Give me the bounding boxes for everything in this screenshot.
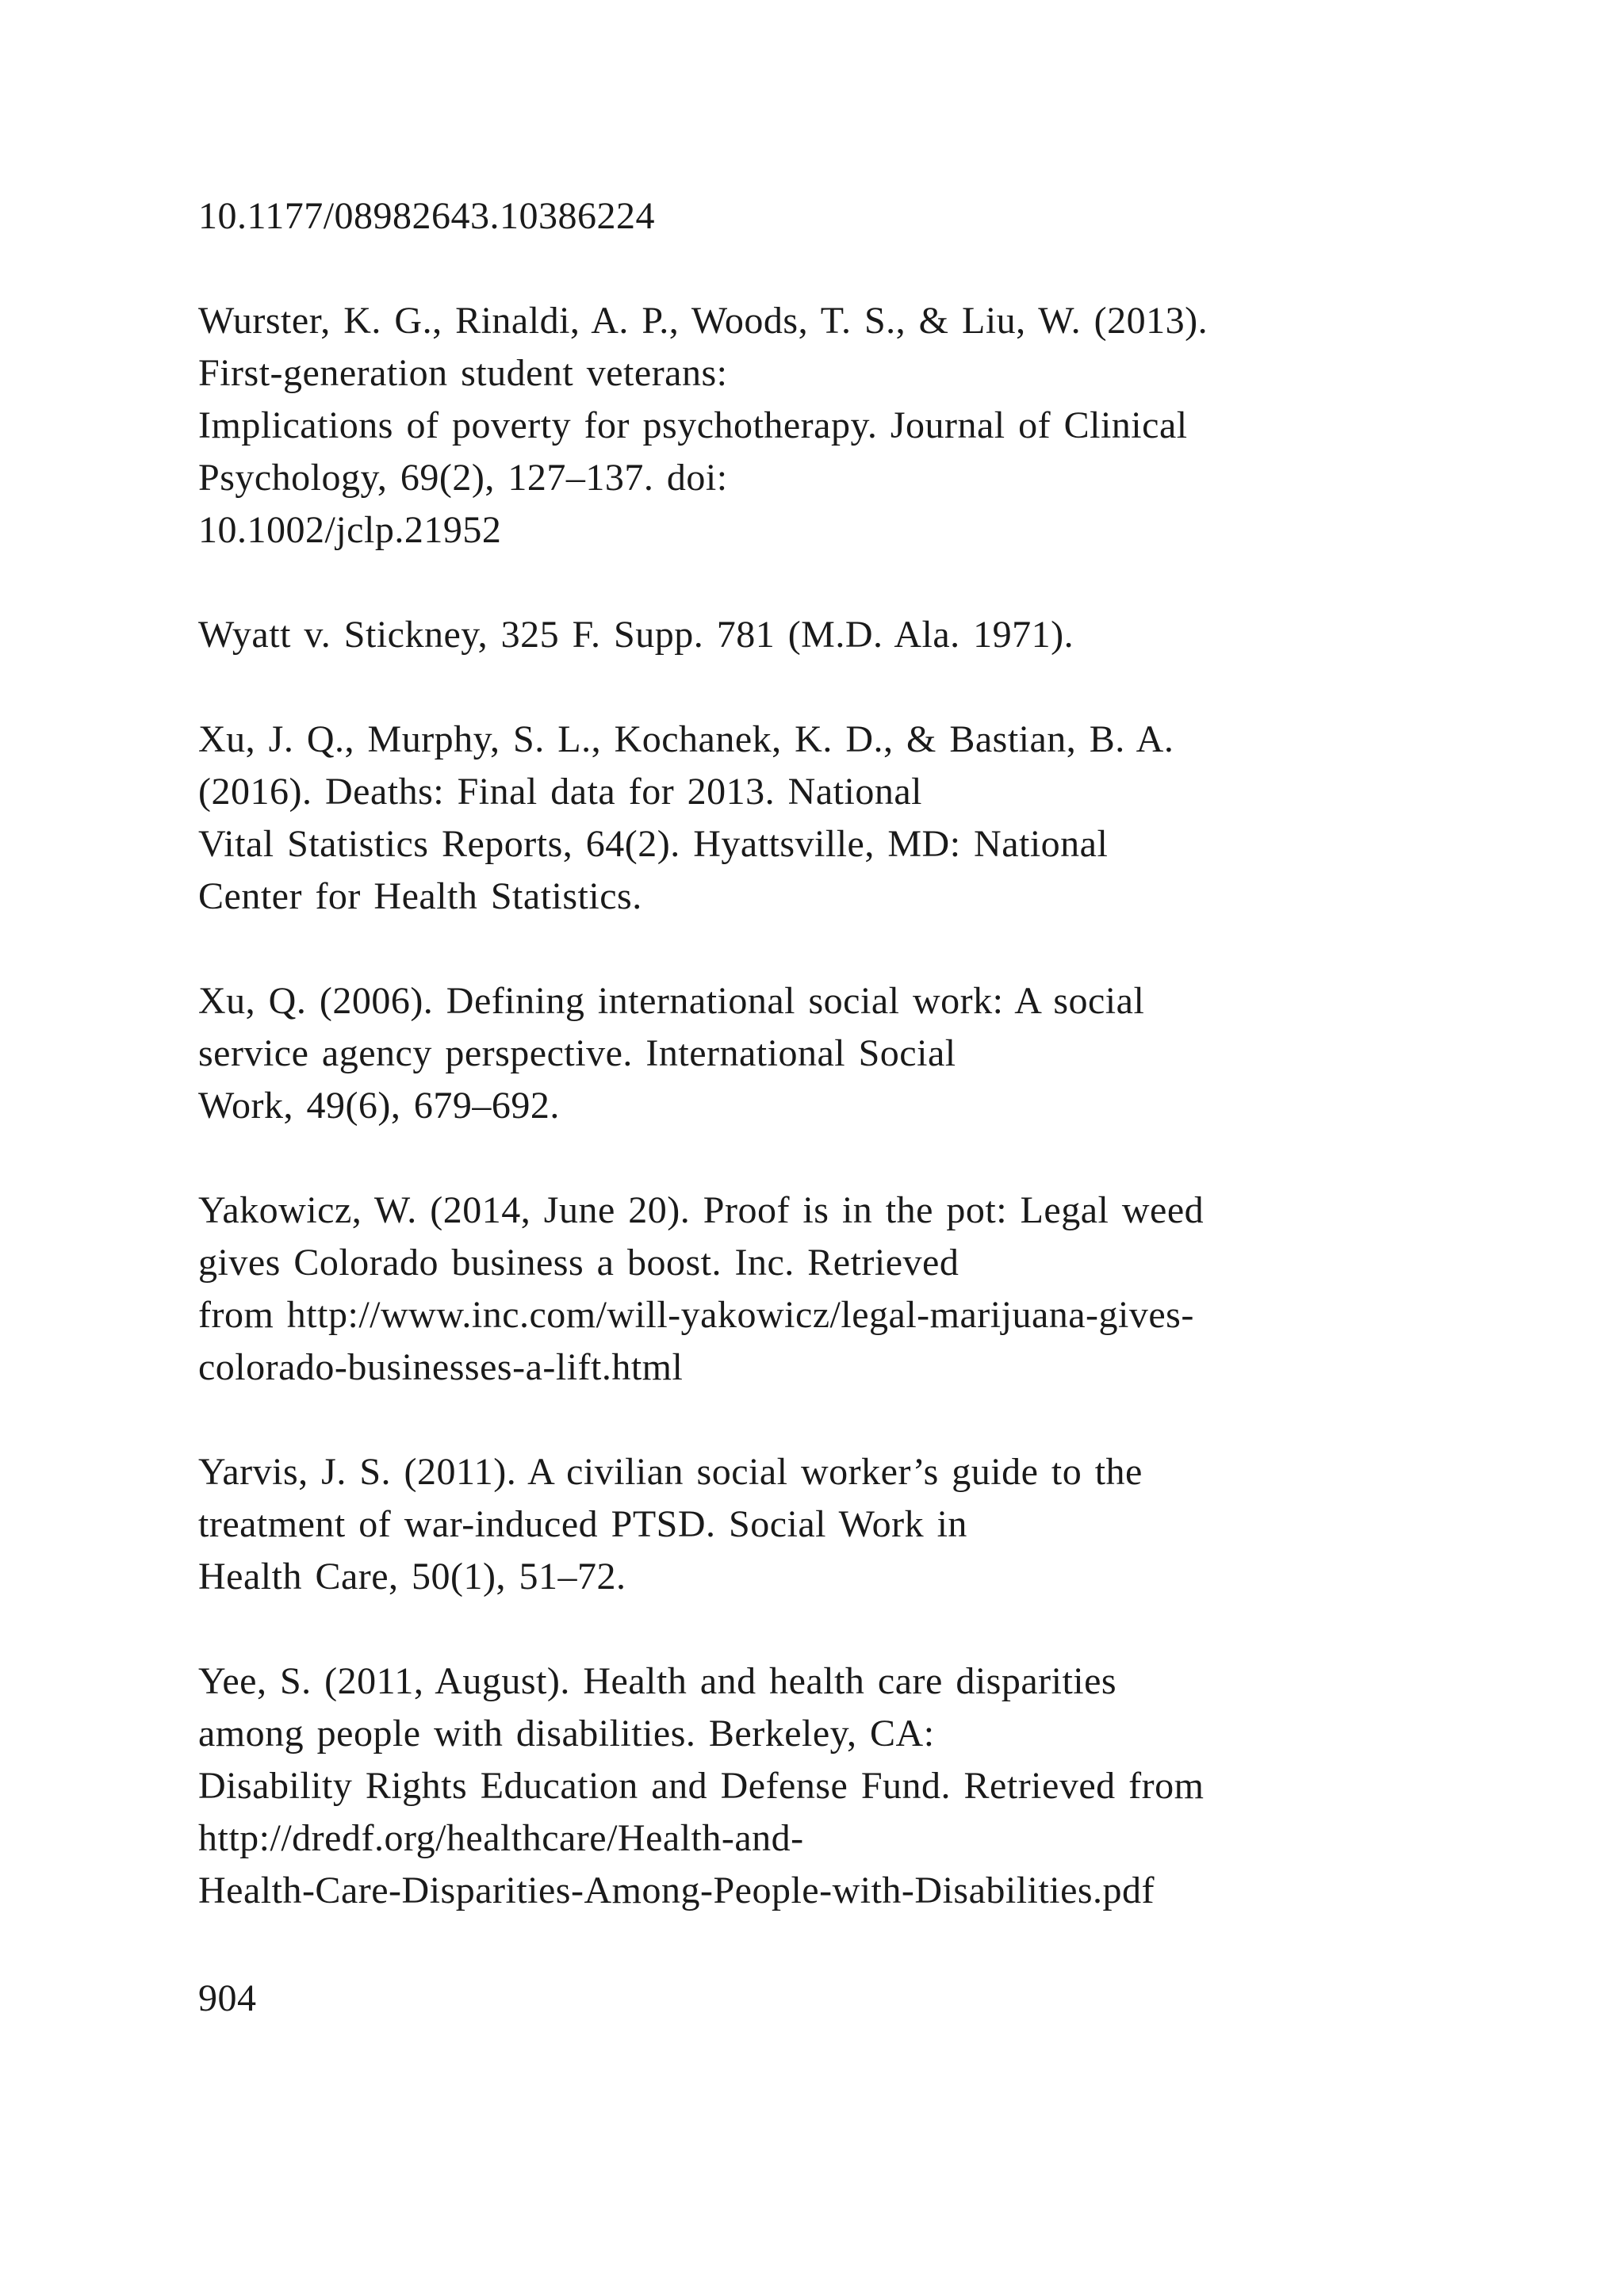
entry-spacer <box>198 1132 1467 1184</box>
reference-line: Yee, S. (2011, August). Health and health care disparities <box>198 1660 1117 1702</box>
entry-spacer <box>198 661 1467 714</box>
reference-line: Health Care, 50(1), 51–72. <box>198 1556 626 1598</box>
reference-line: Xu, J. Q., Murphy, S. L., Kochanek, K. D., & Bastian, B. A. <box>198 718 1174 760</box>
reference-line: (2016). Deaths: Final data for 2013. National <box>198 771 922 813</box>
reference-entry <box>198 1446 1467 1603</box>
reference-line: among people with disabilities. Berkeley, CA: <box>198 1712 935 1755</box>
reference-entry <box>198 295 1467 557</box>
reference-line: 10.1177/08982643.10386224 <box>198 195 656 237</box>
entry-spacer <box>198 1394 1467 1446</box>
reference-line: First-generation student veterans: <box>198 352 728 394</box>
reference-line: Yakowicz, W. (2014, June 20). Proof is in the pot: Legal weed <box>198 1189 1205 1231</box>
reference-entry <box>198 190 1467 243</box>
reference-entry <box>198 1655 1467 1917</box>
entry-spacer <box>198 1603 1467 1655</box>
reference-line: Disability Rights Education and Defense Fund. Retrieved from <box>198 1765 1205 1807</box>
reference-line: 10.1002/jclp.21952 <box>198 509 502 551</box>
reference-line: Implications of poverty for psychotherapy. Journal of Clinical <box>198 404 1188 446</box>
reference-entry <box>198 975 1467 1132</box>
reference-list <box>198 190 1467 1917</box>
entry-spacer <box>198 557 1467 609</box>
reference-line: Health-Care-Disparities-Among-People-with-Disabilities.pdf <box>198 1869 1155 1911</box>
reference-line: Yarvis, J. S. (2011). A civilian social worker’s guide to the <box>198 1451 1143 1493</box>
reference-line: Wyatt v. Stickney, 325 F. Supp. 781 (M.D. Ala. 1971). <box>198 614 1074 656</box>
reference-line: service agency perspective. International Social <box>198 1032 956 1074</box>
reference-line: colorado-businesses-a-lift.html <box>198 1346 684 1388</box>
reference-entry <box>198 1184 1467 1394</box>
reference-line: gives Colorado business a boost. Inc. Retrieved <box>198 1242 959 1284</box>
reference-entry <box>198 714 1467 923</box>
reference-line: Center for Health Statistics. <box>198 875 642 917</box>
entry-spacer <box>198 923 1467 975</box>
page-number: 904 <box>198 1977 257 2019</box>
reference-line: Vital Statistics Reports, 64(2). Hyattsville, MD: National <box>198 823 1109 865</box>
reference-line: Work, 49(6), 679–692. <box>198 1085 560 1127</box>
reference-line: http://dredf.org/healthcare/Health-and- <box>198 1817 804 1859</box>
reference-line: treatment of war-induced PTSD. Social Work in <box>198 1503 967 1545</box>
reference-entry <box>198 609 1467 661</box>
reference-line: Xu, Q. (2006). Defining international social work: A social <box>198 980 1145 1022</box>
entry-spacer <box>198 243 1467 295</box>
reference-line: from http://www.inc.com/will-yakowicz/legal-marijuana-gives- <box>198 1294 1194 1336</box>
reference-line: Wurster, K. G., Rinaldi, A. P., Woods, T. S., & Liu, W. (2013). <box>198 300 1208 342</box>
reference-line: Psychology, 69(2), 127–137. doi: <box>198 457 728 499</box>
